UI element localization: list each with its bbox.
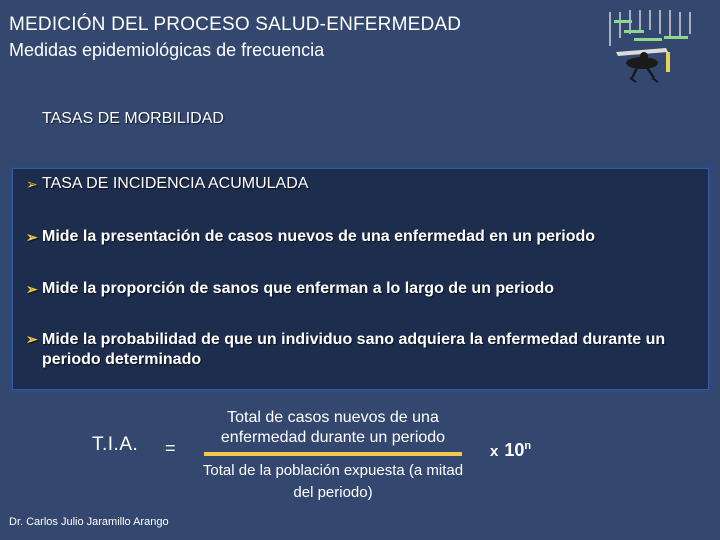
bullet-arrow-icon: ➢ [26,331,38,347]
formula-label: T.I.A. [92,434,139,455]
author-footer: Dr. Carlos Julio Jaramillo Arango [9,516,169,528]
bullet-text: Mide la probabilidad de que un individuo sano adquiera la enfermedad durante un periodo determinado [42,331,666,368]
slide-title: MEDICIÓN DEL PROCESO SALUD-ENFERMEDAD [9,14,462,35]
fraction-bar [204,452,462,456]
bullet-arrow-icon: ➢ [26,176,38,192]
scale-figure-logo [606,8,698,88]
bullet-text: Mide la proporción de sanos que enferman a lo largo de un periodo [42,280,555,297]
bullet-arrow-icon: ➢ [26,229,38,245]
formula-multiplier [490,440,531,461]
formula-denominator: Total de la población expuesta (a mitad del periodo) [202,462,464,501]
slide-subtitle: Medidas epidemiológicas de frecuencia [9,40,325,60]
section-title: TASAS DE MORBILIDAD [42,110,224,127]
bullet-text: TASA DE INCIDENCIA ACUMULADA [42,175,309,192]
multiplier-base: 10 [504,440,525,460]
formula-numerator: Total de casos nuevos de una enfermedad durante un periodo [220,409,446,446]
bullet-text: Mide la presentación de casos nuevos de una enfermedad en un periodo [42,228,596,245]
bullet-arrow-icon: ➢ [26,281,38,297]
multiplier-x: x [490,443,499,460]
multiplier-exponent: n [524,440,532,452]
formula-equals: = [165,438,176,458]
